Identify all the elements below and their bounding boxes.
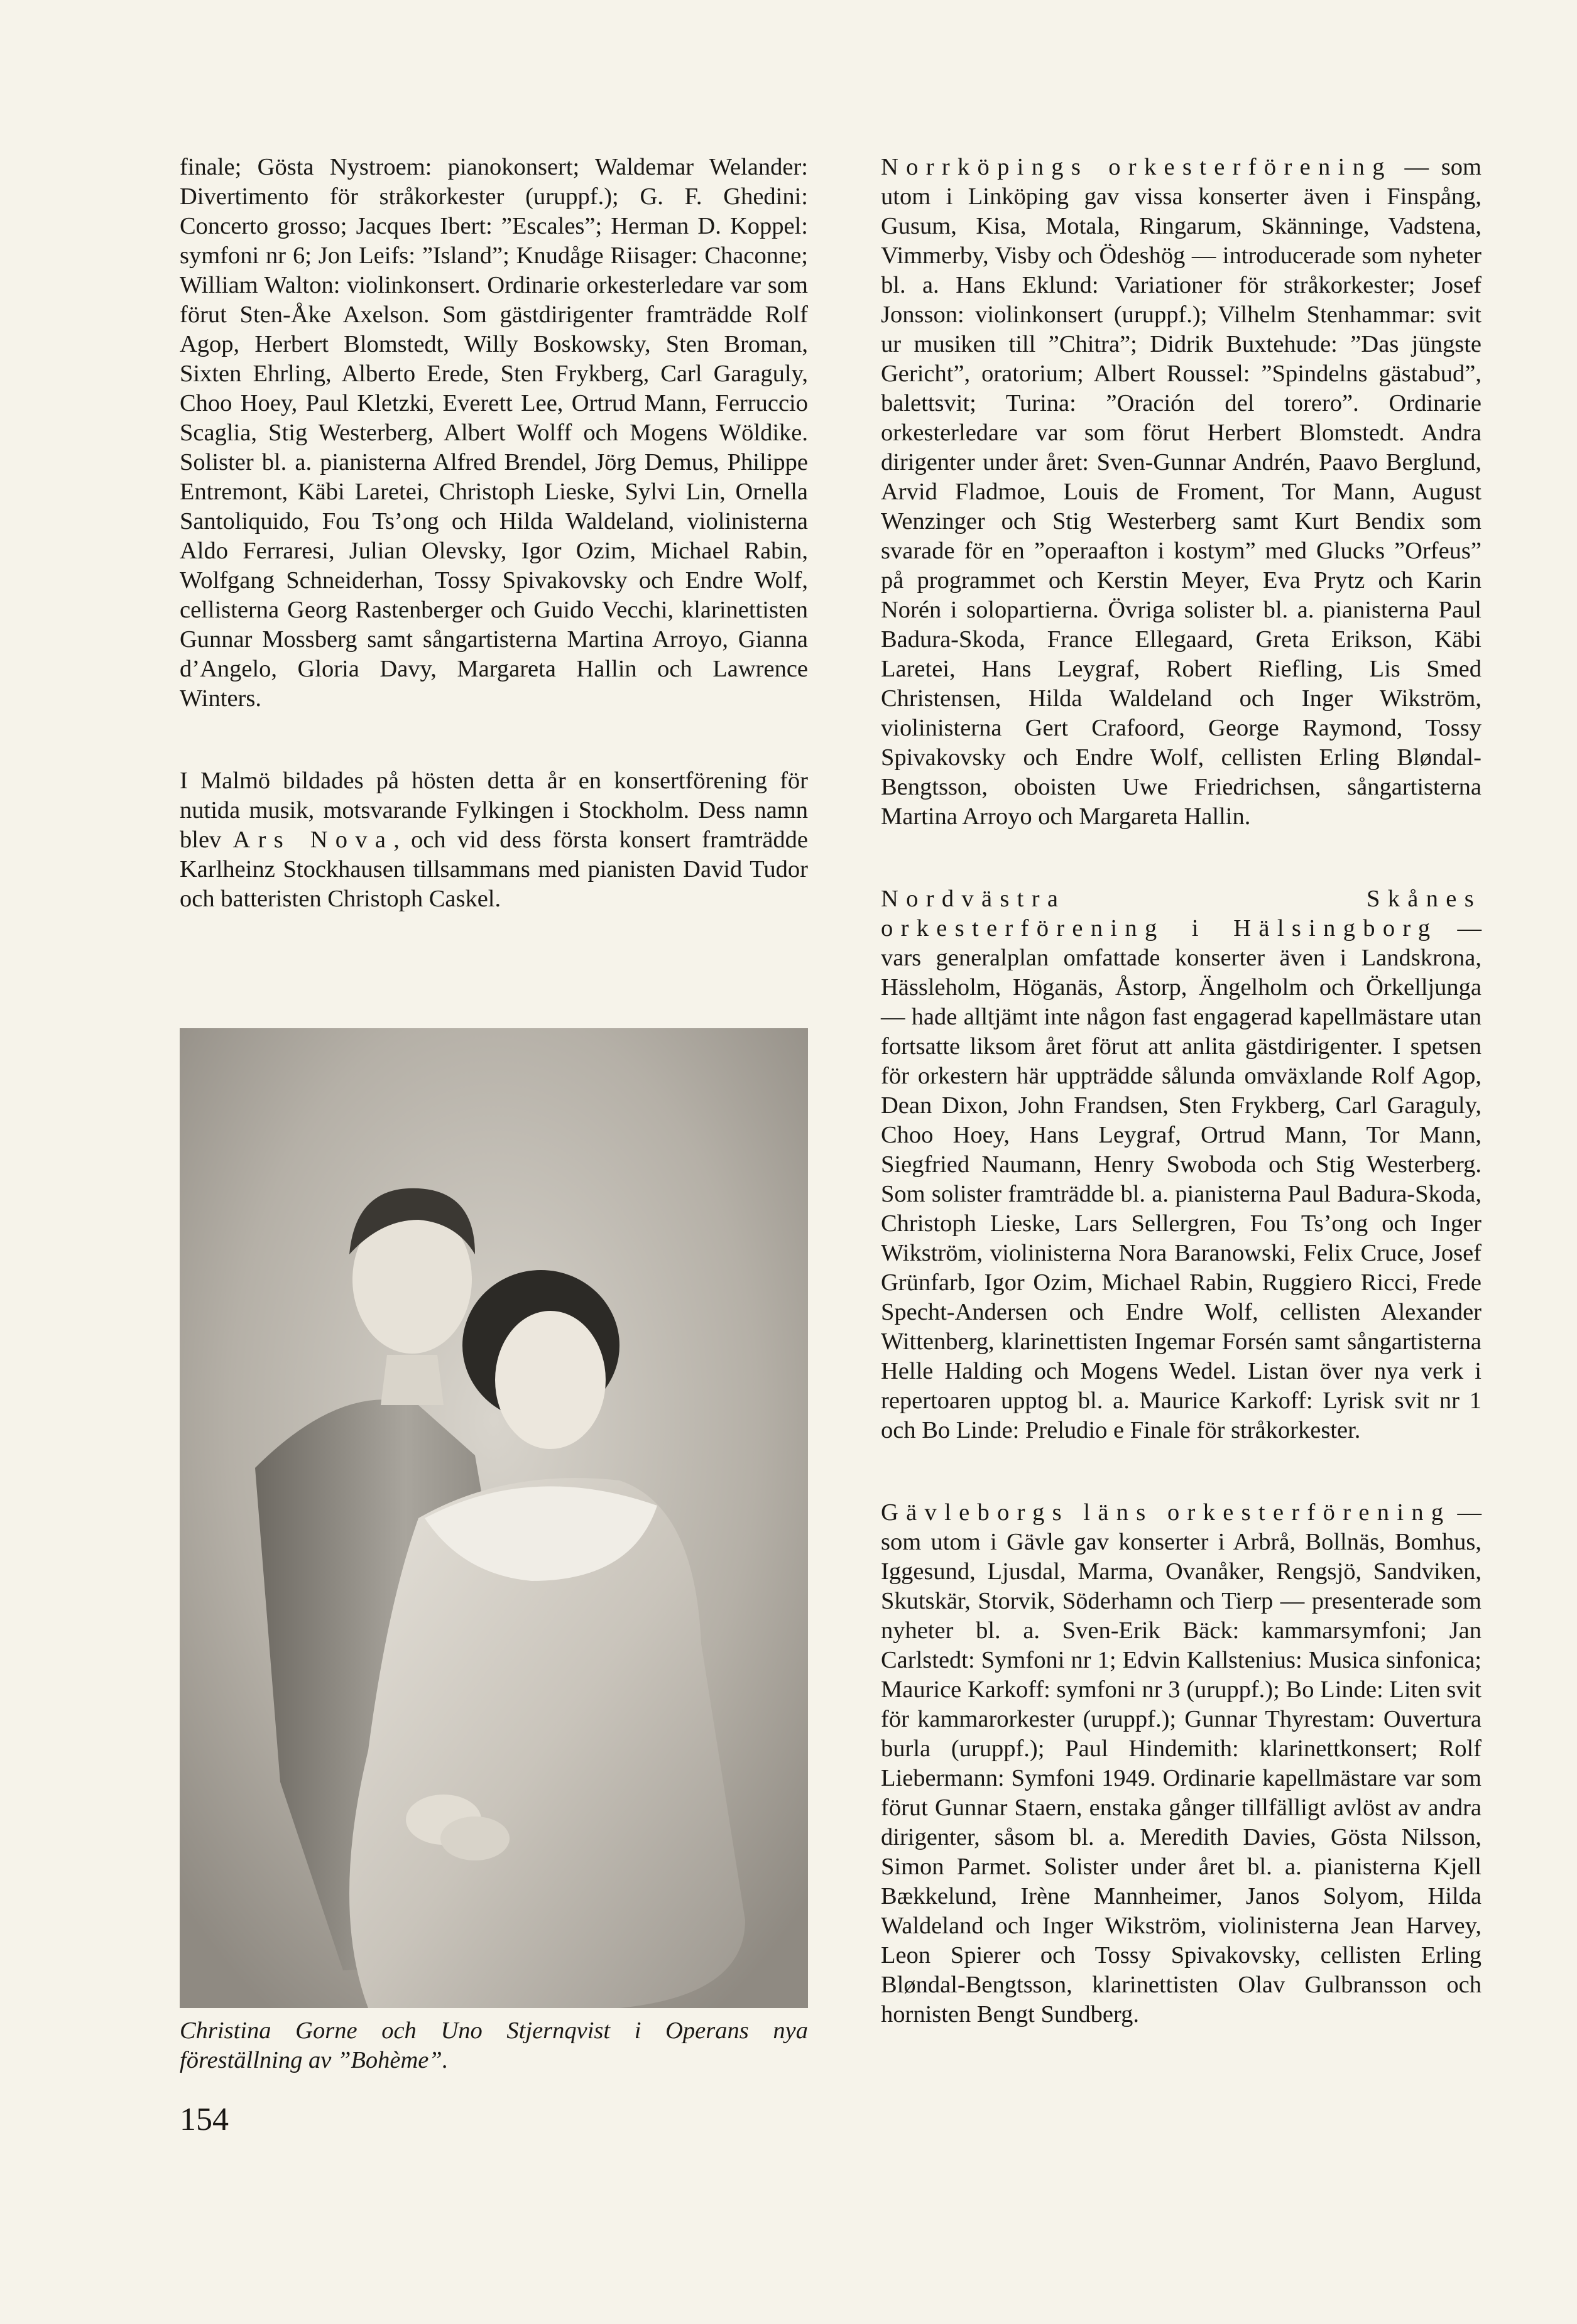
page-number: 154 [180, 2102, 229, 2137]
opera-photo [180, 1028, 808, 2008]
left-paragraph-2 [180, 766, 808, 914]
norrkoping-heading: Norrköpings orkesterförening [881, 154, 1392, 180]
nordvastra-section [881, 884, 1482, 1445]
right-column [881, 153, 1482, 2029]
left-paragraph-1: finale; Gösta Nystroem: pianokonsert; Waldemar Welander: Divertimento för stråkorkester (uruppf.); G. F. Ghedini: Concerto grosso; Jacques Ibert: ”Escales”; Herman D. Koppel: symfoni nr 6; Jon Leifs: ”Island”; Knudåge Riisager: Chaconne; William Walton: violinkonsert. Ordinarie orkesterledare var som förut Sten-Åke Axelson. Som gästdirigenter framträdde Rolf Agop, Herbert Blomstedt, Willy Boskowsky, Sten Broman, Sixten Ehrling, Alberto Erede, Sten Frykberg, Carl Garaguly, Choo Hoey, Paul Kletzki, Everett Lee, Ortrud Mann, Ferruccio Scaglia, Stig Westerberg, Albert Wolff och Mogens Wöldike. Solister bl. a. pianisterna Alfred Brendel, Jörg Demus, Philippe Entremont, Käbi Laretei, Christoph Lieske, Sylvi Lin, Ornella Santoliquido, Fou Ts’ong och Hilda Waldeland, violinisterna Aldo Ferraresi, Julian Olevsky, Igor Ozim, Michael Rabin, Wolfgang Schneiderhan, Tossy Spivakovsky och Endre Wolf, cellisterna Georg Rastenberger och Guido Vecchi, klarinettisten Gunnar Mossberg samt sångartisterna Martina Arroyo, Gianna d’Angelo, Gloria Davy, Margareta Hallin och Lawrence Winters. [180, 154, 808, 712]
left-column [180, 153, 808, 914]
gavleborg-body: — som utom i Gävle gav konserter i Arbrå, Bollnäs, Bomhus, Iggesund, Ljusdal, Marma, Ovanåker, Rengsjö, Sandviken, Skutskär, Storvik, Söderhamn och Tierp — presenterade som nyheter bl. a. Sven-Erik Bäck: kammarsymfoni; Jan Carlstedt: Symfoni nr 1; Edvin Kallstenius: Musica sinfonica; Maurice Karkoff: symfoni nr 3 (uruppf.); Bo Linde: Liten svit för kammarorkester (uruppf.); Gunnar Thyrestam: Ouvertura burla (uruppf.); Paul Hindemith: klarinettkonsert; Rolf Liebermann: Symfoni 1949. Ordinarie kapellmästare var som förut Gunnar Staern, enstaka gånger tillfälligt avlöst av andra dirigenter, såsom bl. a. Meredith Davies, Gösta Nilsson, Simon Parmet. Solister under året bl. a. pianisterna Kjell Bækkelund, Irène Mannheimer, Janos Solyom, Hilda Waldeland och Inger Wikström, violinisterna Jean Harvey, Leon Spierer och Tossy Spivakovsky, cellisten Erling Bløndal-Bengtsson, klarinettisten Olav Gulbransson och hornisten Bengt Sundberg. [881, 1499, 1482, 2028]
ars-nova-rest: , och vid dess första konsert framträdde Karlheinz Stockhausen tillsammans med pianisten David Tudor och batteristen Christoph Caskel. [180, 827, 808, 912]
nordvastra-heading: Nordvästra Skånes orkesterförening i Hälsingborg [881, 886, 1482, 942]
photo-caption: Christina Gorne och Uno Stjernqvist i Operans nya föreställning av ”Bohème”. [180, 2017, 808, 2073]
ars-nova-intro: I Malmö bildades på hösten detta år en konsertförening för nutida musik, motsvarande Fylkingen i Stockholm. Dess namn blev [180, 768, 808, 853]
norrkoping-section [881, 153, 1482, 832]
nordvastra-body: — vars generalplan omfattade konserter även i Landskrona, Hässleholm, Höganäs, Åstorp, Ängelholm och Örkelljunga — hade alltjämt inte någon fast engagerad kapellmästare utan fortsatte liksom året förut att anlita gästdirigenter. I spetsen för orkestern här uppträdde sålunda omväxlande Rolf Agop, Dean Dixon, John Frandsen, Sten Frykberg, Carl Garaguly, Choo Hoey, Hans Leygraf, Ortrud Mann, Tor Mann, Siegfried Naumann, Henry Swoboda och Stig Westerberg. Som solister framträdde bl. a. pianisterna Paul Badura-Skoda, Christoph Lieske, Lars Sellergren, Fou Ts’ong och Inger Wikström, violinisterna Nora Baranowski, Felix Cruce, Josef Grünfarb, Igor Ozim, Michael Rabin, Ruggiero Ricci, Frede Specht-Andersen och Endre Wolf, cellisten Alexander Wittenberg, klarinettisten Ingemar Forsén samt sångartisterna Helle Halding och Mogens Wedel. Listan över nya verk i repertoaren upptog bl. a. Maurice Karkoff: Lyrisk svit nr 1 och Bo Linde: Preludio e Finale för stråkorkester. [881, 915, 1482, 1443]
ars-nova-name: Ars Nova [232, 827, 394, 853]
gavleborg-heading: Gävleborgs läns orkesterförening [881, 1499, 1451, 1526]
gavleborg-section [881, 1498, 1482, 2029]
norrkoping-body: — som utom i Linköping gav vissa konserter även i Finspång, Gusum, Kisa, Motala, Ringarum, Skänninge, Vadstena, Vimmerby, Visby och Ödeshög — introducerade som nyheter bl. a. Hans Eklund: Variationer för stråkorkester; Josef Jonsson: violinkonsert (uruppf.); Vilhelm Stenhammar: svit ur musiken till ”Chitra”; Didrik Buxtehude: ”Das jüngste Gericht”, oratorium; Albert Roussel: ”Spindelns gästabud”, balettsvit; Turina: ”Oración del torero”. Ordinarie orkesterledare var som förut Herbert Blomstedt. Andra dirigenter under året: Sven-Gunnar Andrén, Paavo Berglund, Arvid Fladmoe, Louis de Froment, Tor Mann, August Wenzinger och Stig Westerberg samt Kurt Bendix som svarade för en ”operaafton i kostym” med Glucks ”Orfeus” på programmet och Kerstin Meyer, Eva Prytz och Karin Norén i solopartierna. Övriga solister bl. a. pianisterna Paul Badura-Skoda, France Ellegaard, Greta Erikson, Käbi Laretei, Hans Leygraf, Robert Riefling, Lis Smed Christensen, Hilda Waldeland och Inger Wikström, violinisterna Gert Crafoord, George Raymond, Tossy Spivakovsky och Endre Wolf, cellisten Erling Bløndal-Bengtsson, oboisten Uwe Friedrichsen, sångartisterna Martina Arroyo och Margareta Hallin. [881, 154, 1482, 830]
